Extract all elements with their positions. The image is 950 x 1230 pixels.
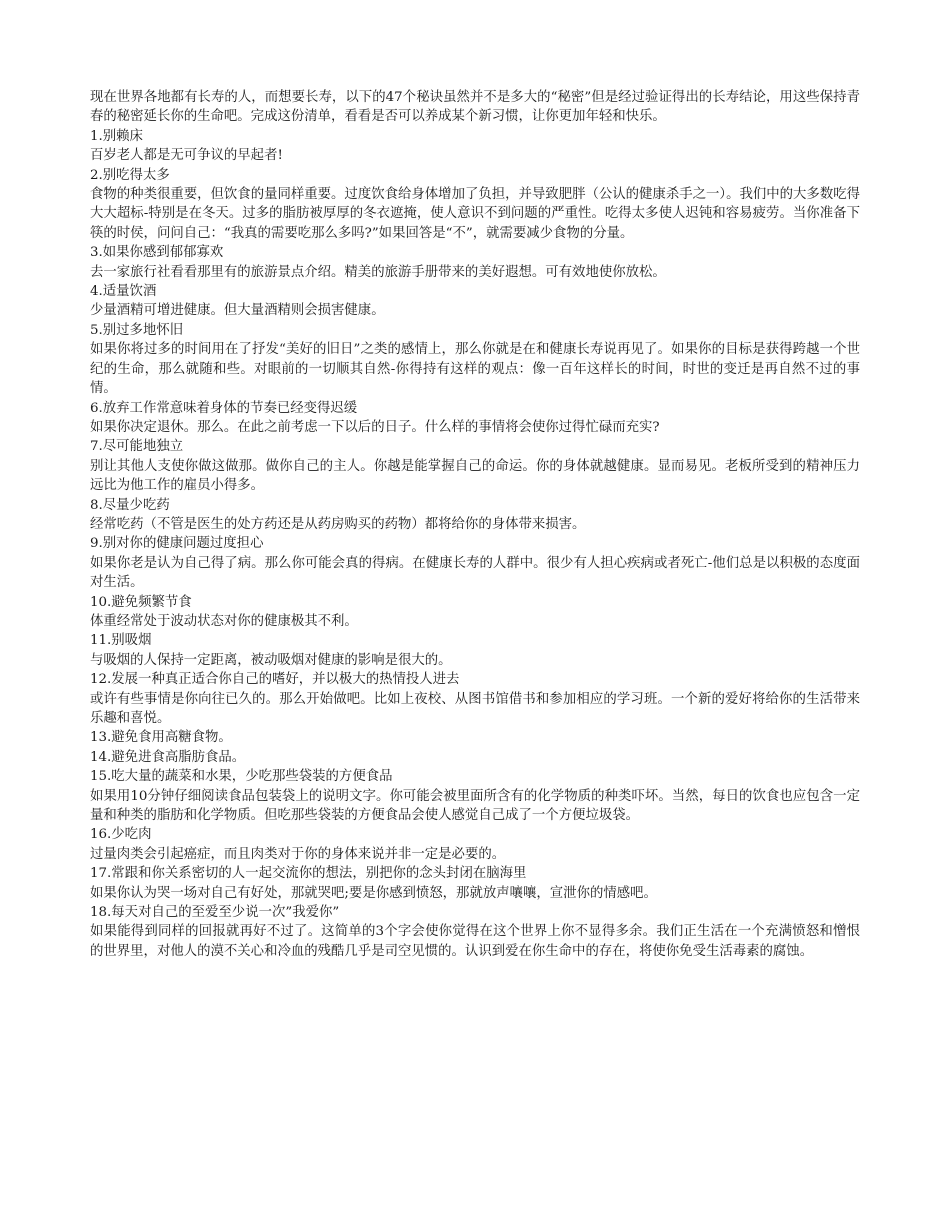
section-heading: 17.常跟和你关系密切的人一起交流你的想法，别把你的念头封闭在脑海里	[90, 866, 527, 882]
section-heading: 1.别赖床	[90, 128, 143, 144]
section-body: 百岁老人都是无可争议的早起者!	[90, 148, 283, 164]
section-body: 食物的种类很重要，但饮食的量同样重要。过度饮食给身体增加了负担，并导致肥胖（公认的健康杀手之一）。我们中的大多数吃得大大超标-特别是在冬天。过多的脂肪被厚厚的冬衣遮掩，使人意识不到问题的严重性。吃得太多使人迟钝和容易疲劳。当你准备下筷的时侯，问问自己：“我真的需要吃那么多吗?”如果回答是“不”，就需要减少食物的分量。	[90, 187, 860, 241]
section-heading: 15.吃大量的蔬菜和水果，少吃那些袋装的方便食品	[90, 769, 393, 785]
section-heading: 18.每天对自己的至爱至少说一次”我爱你”	[90, 905, 340, 921]
section-heading: 16.少吃肉	[90, 827, 152, 843]
section-body: 过量肉类会引起癌症，而且肉类对于你的身体来说并非一定是必要的。	[90, 846, 506, 862]
section-heading: 3.如果你感到郁郁寡欢	[90, 245, 224, 261]
section-body: 或许有些事情是你向往已久的。那么开始做吧。比如上夜校、从图书馆借书和参加相应的学习班。一个新的爱好将给你的生活带来乐趣和喜悦。	[90, 691, 860, 726]
section-body: 体重经常处于波动状态对你的健康极其不利。	[90, 613, 358, 629]
section-body: 如果你将过多的时间用在了抒发“美好的旧日”之类的感情上，那么你就是在和健康长寿说再见了。如果你的目标是获得跨越一个世纪的生命，那么就随和些。对眼前的一切顺其自然-你得持有这样的观点：像一百年这样长的时间，时世的变迁是再自然不过的事情。	[90, 342, 860, 397]
section-body: 与吸烟的人保持一定距离，被动吸烟对健康的影响是很大的。	[90, 652, 452, 668]
section-heading: 12.发展一种真正适合你自己的嗜好，并以极大的热情投人进去	[90, 672, 460, 688]
section-heading: 8.尽量少吃药	[90, 497, 170, 513]
section-heading: 7.尽可能地独立	[90, 439, 184, 455]
sections-list	[90, 127, 860, 961]
intro-paragraph: 现在世界各地都有长寿的人，而想要长寿，以下的47个秘诀虽然并不是多大的“秘密”但是经过验证得出的长寿结论，用这些保持青春的秘密延长你的生命吧。完成这份清单，看看是否可以养成某个新习惯，让你更加年轻和快乐。	[90, 90, 860, 125]
section-heading: 11.别吸烟	[90, 633, 152, 649]
section-heading: 6.放弃工作常意味着身体的节奏已经变得迟缓	[90, 400, 358, 416]
section-heading: 4.适量饮酒	[90, 284, 157, 300]
section-heading: 5.别过多地怀旧	[90, 322, 184, 338]
section-body: 如果用10分钟仔细阅读食品包装袋上的说明文字。你可能会被里面所含有的化学物质的种类吓坏。当然，每日的饮食也应包含一定量和种类的脂肪和化学物质。但吃那些袋装的方便食品会使人感觉自己成了一个方便垃圾袋。	[90, 788, 860, 824]
section-body: 如果你老是认为自己得了病。那么你可能会真的得病。在健康长寿的人群中。很少有人担心疾病或者死亡-他们总是以积极的态度面对生活。	[90, 555, 860, 591]
section-body: 别让其他人支使你做这做那。做你自己的主人。你越是能掌握自己的命运。你的身体就越健康。显而易见。老板所受到的精神压力远比为他工作的雇员小得多。	[90, 458, 860, 494]
section-heading: 9.别对你的健康问题过度担心	[90, 536, 264, 552]
section-heading: 10.避免频繁节食	[90, 594, 192, 610]
section-heading: 13.避免食用高糖食物。	[90, 730, 232, 746]
section-body: 如果你决定退休。那么。在此之前考虑一下以后的日子。什么样的事情将会使你过得忙碌而充实?	[90, 419, 660, 435]
section-body: 经常吃药（不管是医生的处方药还是从药房购买的药物）都将给你的身体带来损害。	[90, 516, 586, 532]
section-body: 如果能得到同样的回报就再好不过了。这简单的3个字会使你觉得在这个世界上你不显得多余。我们正生活在一个充满愤怒和憎恨的世界里，对他人的漠不关心和冷血的残酷几乎是司空见惯的。认识到爱在你生命中的存在，将使你免受生活毒素的腐蚀。	[90, 924, 860, 959]
section-body: 少量酒精可增进健康。但大量酒精则会损害健康。	[90, 303, 385, 319]
section-body: 如果你认为哭一场对自己有好处，那就哭吧;要是你感到愤怒，那就放声嚷嚷，宣泄你的情感吧。	[90, 885, 657, 901]
section-heading: 2.别吃得太多	[90, 167, 170, 183]
section-body: 去一家旅行社看看那里有的旅游景点介绍。精美的旅游手册带来的美好遐想。可有效地使你放松。	[90, 264, 666, 280]
section-heading: 14.避免进食高脂肪食品。	[90, 749, 246, 765]
